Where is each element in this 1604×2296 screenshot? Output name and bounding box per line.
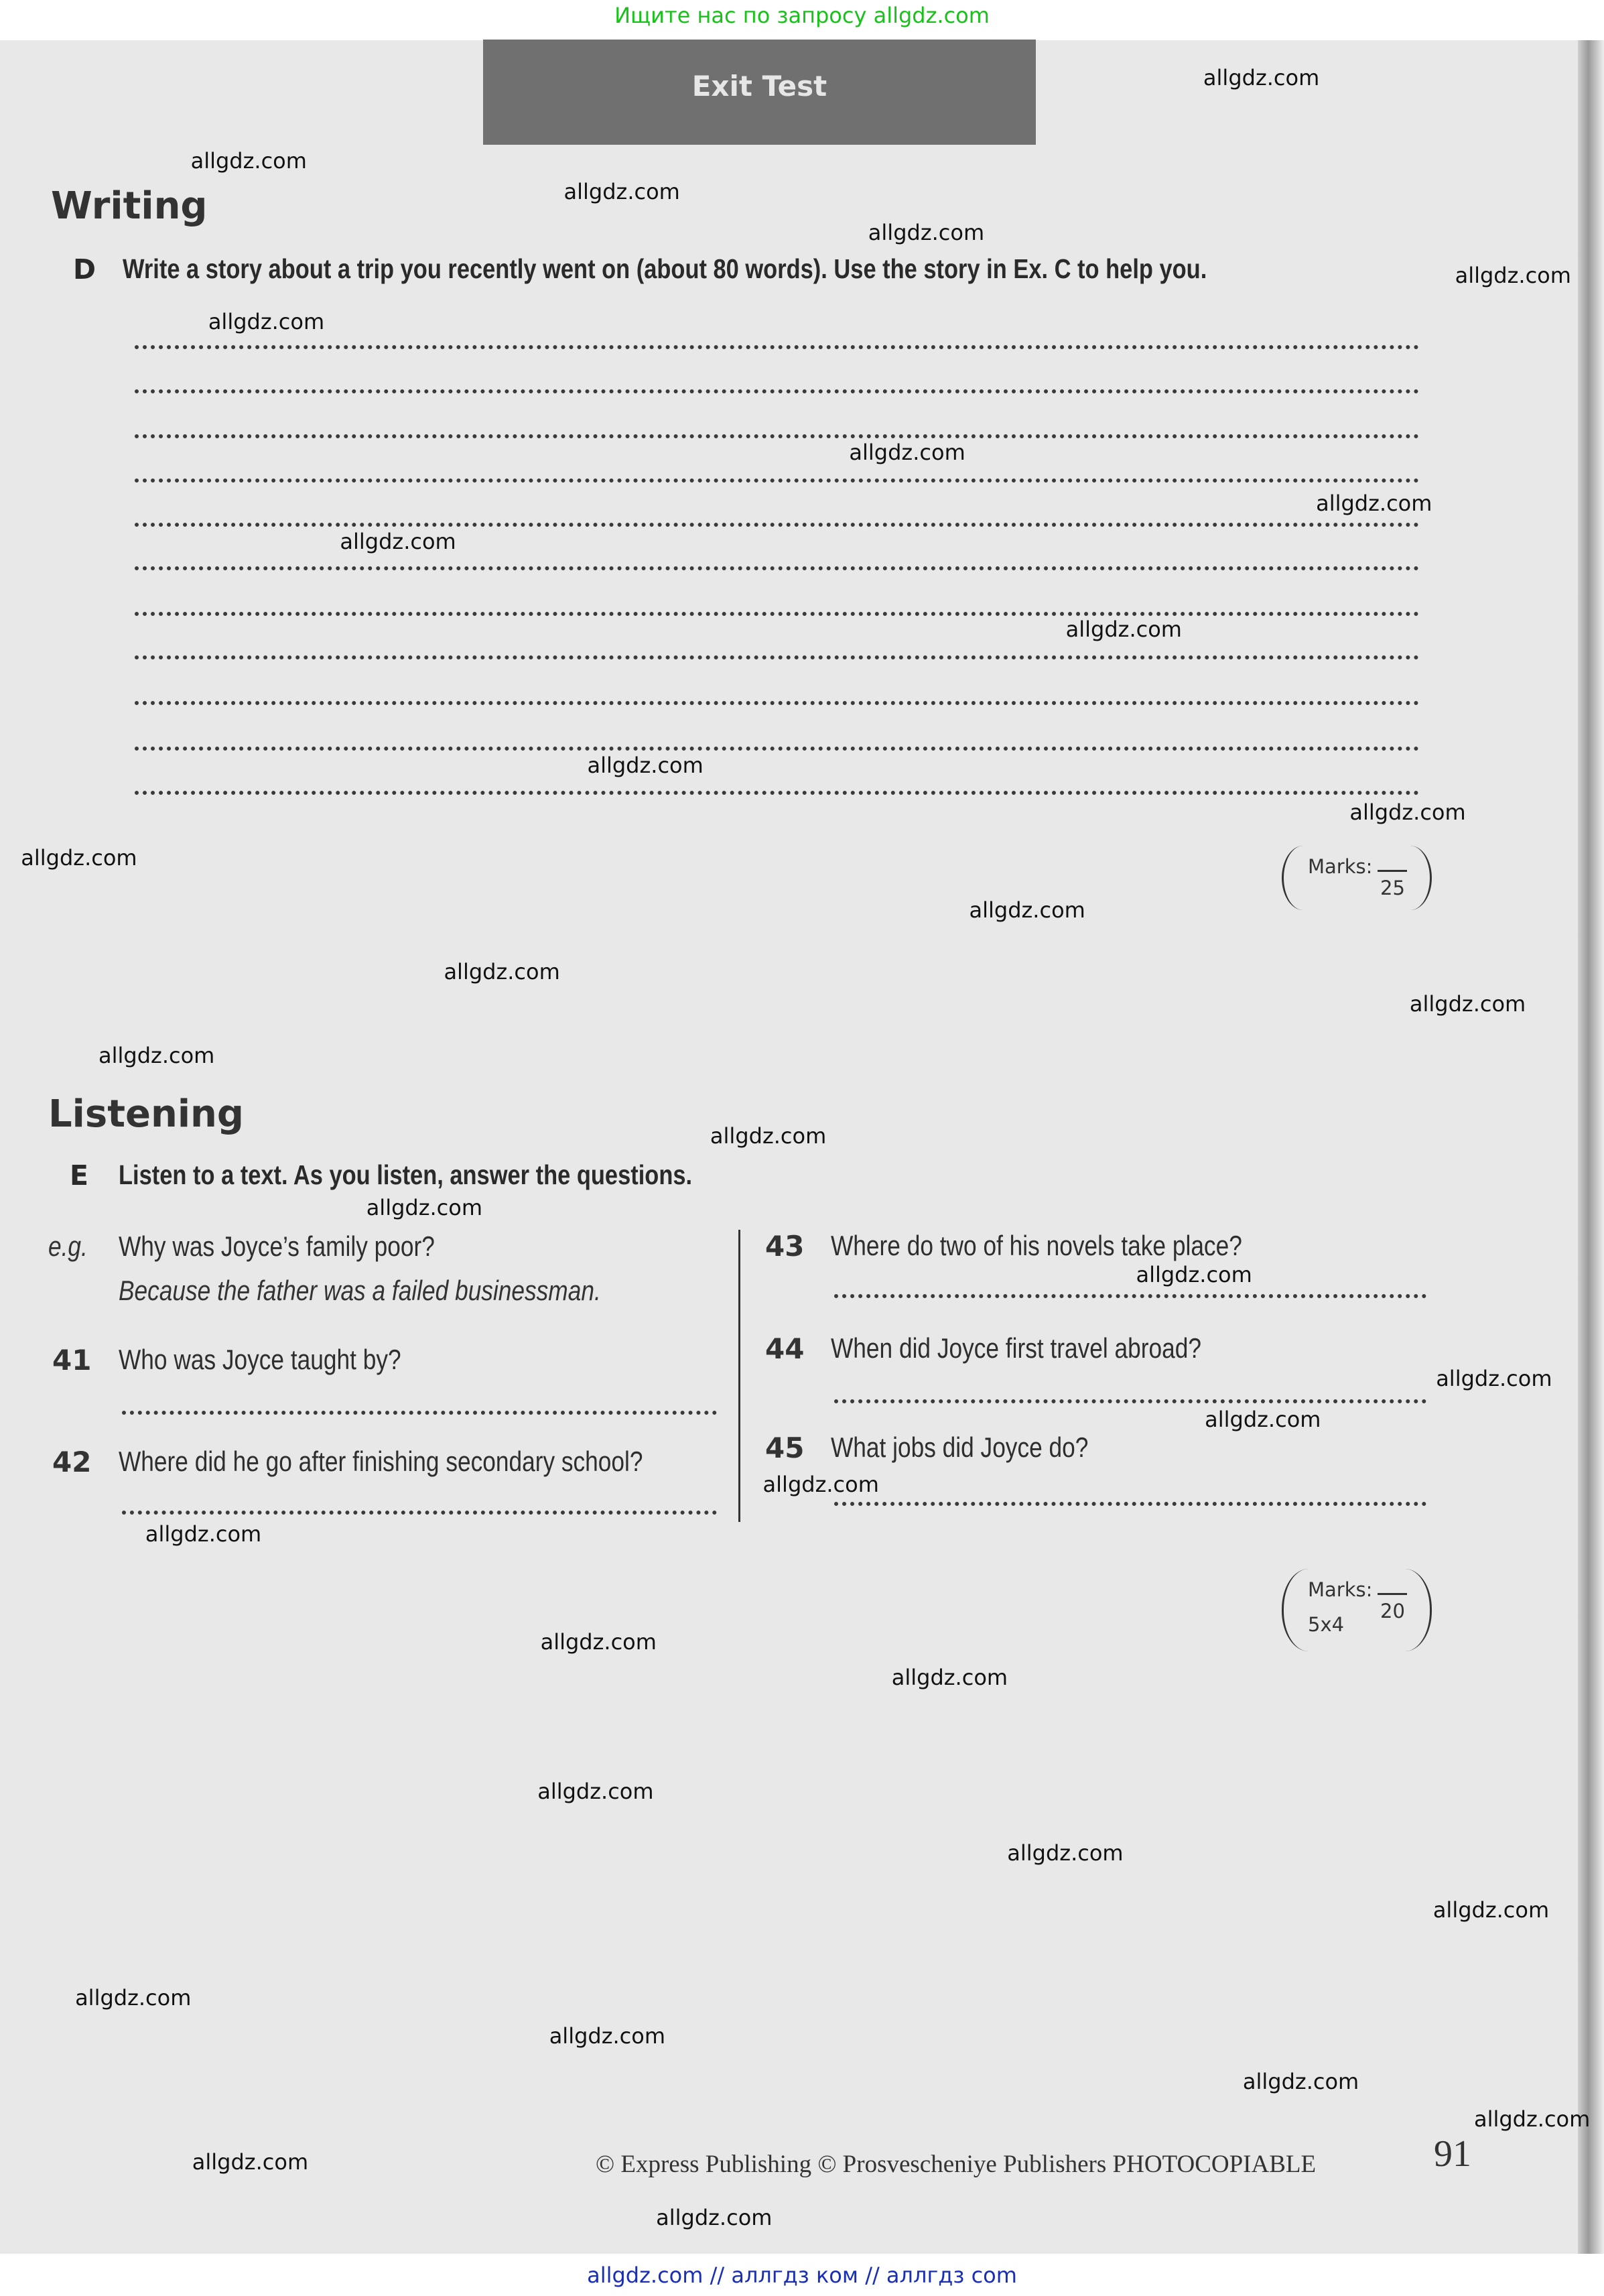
answer-line-42[interactable]	[122, 1511, 717, 1515]
example-question: Why was Joyce’s family poor?	[119, 1230, 435, 1262]
marks-score-blank	[1378, 870, 1407, 872]
watermark: allgdz.com	[208, 309, 325, 335]
watermark: allgdz.com	[366, 1194, 483, 1220]
watermark: allgdz.com	[444, 959, 560, 985]
exercise-letter-d: D	[73, 253, 96, 285]
writing-marks-box	[1282, 846, 1432, 910]
writing-heading: Writing	[51, 184, 208, 228]
watermark: allgdz.com	[340, 529, 456, 555]
writing-answer-line[interactable]	[135, 701, 1419, 705]
writing-answer-line[interactable]	[135, 612, 1419, 616]
watermark: allgdz.com	[656, 2204, 773, 2230]
top-banner[interactable]: Ищите нас по запросу allgdz.com	[614, 3, 990, 28]
watermark: allgdz.com	[1436, 1366, 1552, 1392]
watermark: allgdz.com	[891, 1664, 1008, 1690]
watermark: allgdz.com	[1205, 1407, 1321, 1433]
watermark: allgdz.com	[587, 753, 704, 779]
watermark: allgdz.com	[1473, 2106, 1591, 2132]
marks-total: 25	[1380, 877, 1405, 899]
watermark: allgdz.com	[21, 844, 137, 871]
writing-answer-line[interactable]	[135, 791, 1419, 795]
watermark: allgdz.com	[190, 148, 307, 174]
watermark: allgdz.com	[1432, 1897, 1550, 1923]
marks-total: 20	[1380, 1600, 1405, 1622]
question-text: What jobs did Joyce do?	[831, 1431, 1089, 1463]
exercise-letter-e: E	[70, 1159, 89, 1192]
question-number: 42	[52, 1446, 92, 1478]
writing-answer-line[interactable]	[135, 345, 1419, 349]
column-divider	[738, 1230, 740, 1522]
watermark: allgdz.com	[1349, 800, 1466, 826]
watermark: allgdz.com	[145, 1521, 262, 1547]
copyright-footer: © Express Publishing © Prosvescheniye Publishers PHOTOCOPIABLE	[596, 2151, 1317, 2178]
watermark: allgdz.com	[75, 1985, 192, 2011]
question-text: Where do two of his novels take place?	[831, 1230, 1242, 1261]
answer-line-43[interactable]	[834, 1294, 1426, 1298]
writing-answer-line[interactable]	[135, 389, 1419, 393]
question-text: Who was Joyce taught by?	[119, 1344, 401, 1375]
writing-instruction: Write a story about a trip you recently went on (about 80 words). Use the story in Ex. C to help you.	[123, 253, 1207, 284]
answer-line-45[interactable]	[834, 1502, 1426, 1506]
watermark: allgdz.com	[710, 1123, 827, 1149]
watermark: allgdz.com	[1316, 491, 1432, 517]
answer-line-44[interactable]	[834, 1399, 1426, 1403]
page-title: Exit Test	[691, 70, 827, 103]
question-text: When did Joyce first travel abroad?	[831, 1332, 1201, 1364]
watermark: allgdz.com	[192, 2149, 309, 2175]
question-number: 43	[765, 1230, 805, 1263]
writing-answer-line[interactable]	[135, 747, 1419, 751]
question-number: 45	[765, 1431, 805, 1464]
watermark: allgdz.com	[540, 1629, 657, 1655]
writing-answer-line[interactable]	[135, 523, 1419, 527]
question-text: Where did he go after finishing secondary school?	[119, 1446, 643, 1477]
writing-answer-line[interactable]	[135, 434, 1419, 438]
page-edge	[1578, 40, 1604, 2254]
marks-label: Marks:	[1308, 1578, 1373, 1601]
watermark: allgdz.com	[1409, 991, 1526, 1017]
answer-line-41[interactable]	[122, 1411, 717, 1415]
watermark: allgdz.com	[1455, 262, 1571, 288]
example-answer: Because the father was a failed businessman.	[119, 1275, 601, 1306]
watermark: allgdz.com	[549, 2023, 666, 2049]
watermark: allgdz.com	[762, 1471, 879, 1497]
writing-answer-line[interactable]	[135, 566, 1419, 570]
watermark: allgdz.com	[849, 439, 965, 465]
watermark: allgdz.com	[1136, 1262, 1252, 1288]
listening-instruction: Listen to a text. As you listen, answer the questions.	[119, 1159, 693, 1190]
watermark: allgdz.com	[1242, 2068, 1359, 2094]
listening-marks-box	[1282, 1569, 1432, 1651]
marks-label: Marks:	[1308, 855, 1373, 878]
question-number: 41	[52, 1344, 92, 1377]
marks-formula: 5x4	[1308, 1613, 1345, 1636]
question-number: 44	[765, 1332, 805, 1365]
example-label: e.g.	[48, 1230, 88, 1262]
marks-score-blank	[1378, 1593, 1407, 1595]
writing-answer-line[interactable]	[135, 655, 1419, 659]
page-number: 91	[1434, 2133, 1471, 2175]
watermark: allgdz.com	[563, 179, 680, 205]
watermark: allgdz.com	[1007, 1840, 1124, 1866]
watermark: allgdz.com	[868, 220, 985, 246]
watermark: allgdz.com	[969, 897, 1085, 923]
watermark: allgdz.com	[98, 1042, 215, 1068]
writing-answer-line[interactable]	[135, 479, 1419, 483]
watermark: allgdz.com	[1065, 617, 1182, 643]
watermark: allgdz.com	[537, 1779, 654, 1805]
listening-heading: Listening	[48, 1092, 244, 1136]
bottom-banner[interactable]: allgdz.com // аллгдз ком // аллгдз com	[587, 2262, 1017, 2288]
watermark: allgdz.com	[1203, 64, 1320, 90]
